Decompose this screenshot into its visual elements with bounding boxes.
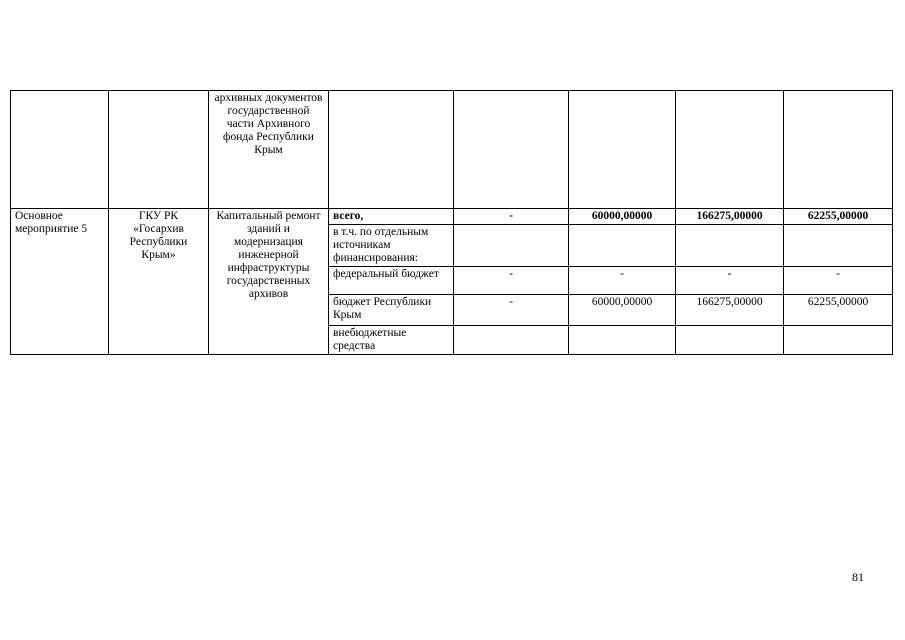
value-cell: - — [454, 295, 569, 326]
source-cell: бюджет Республики Крым — [329, 295, 454, 326]
value-cell: - — [784, 267, 893, 295]
financing-table — [10, 90, 893, 355]
value-cell: 166275,00000 — [676, 295, 784, 326]
value-cell: 62255,00000 — [784, 295, 893, 326]
activity-description: Капитальный ремонт зданий и модернизация инженерной инфраструктуры государственных архивов — [209, 209, 329, 355]
activity-executor: ГКУ РК «Госархив Республики Крым» — [109, 209, 209, 355]
cell-empty — [676, 91, 784, 209]
value-cell — [569, 225, 676, 267]
value-cell: 60000,00000 — [569, 209, 676, 225]
activity-name: Основное мероприятие 5 — [11, 209, 109, 355]
source-cell: внебюджетные средства — [329, 326, 454, 355]
continued-description: архивных документов государственной части Архивного фонда Республики Крым — [209, 91, 329, 209]
value-cell: 62255,00000 — [784, 209, 893, 225]
source-cell: всего, — [329, 209, 454, 225]
page-number: 81 — [852, 570, 864, 584]
table-row — [11, 209, 893, 225]
continued-row — [11, 91, 893, 209]
value-cell: - — [454, 267, 569, 295]
value-cell: 166275,00000 — [676, 209, 784, 225]
cell-empty — [109, 91, 209, 209]
value-cell: - — [454, 209, 569, 225]
value-cell — [676, 326, 784, 355]
cell-empty — [784, 91, 893, 209]
value-cell — [784, 225, 893, 267]
value-cell: 60000,00000 — [569, 295, 676, 326]
value-cell — [676, 225, 784, 267]
cell-empty — [454, 91, 569, 209]
value-cell: - — [569, 267, 676, 295]
value-cell: - — [676, 267, 784, 295]
source-cell: федеральный бюджет — [329, 267, 454, 295]
value-cell — [569, 326, 676, 355]
cell-empty — [569, 91, 676, 209]
value-cell — [454, 326, 569, 355]
source-cell: в т.ч. по отдельным источникам финансирования: — [329, 225, 454, 267]
value-cell — [784, 326, 893, 355]
cell-empty — [11, 91, 109, 209]
cell-empty — [329, 91, 454, 209]
value-cell — [454, 225, 569, 267]
